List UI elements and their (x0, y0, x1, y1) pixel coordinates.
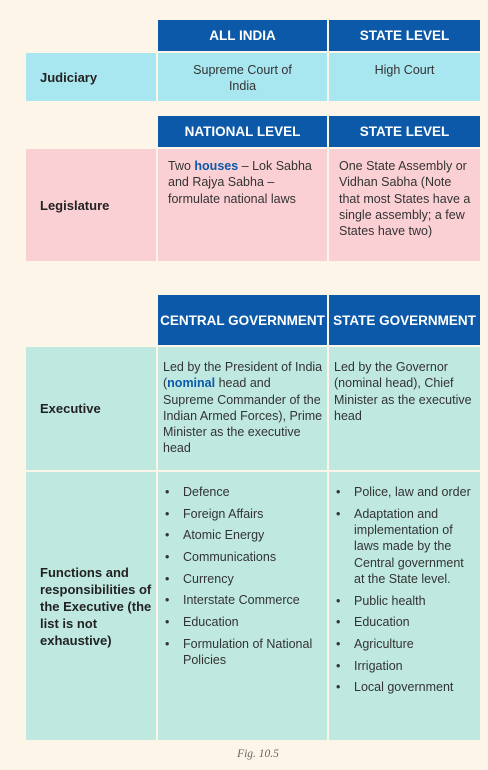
list-item: • Atomic Energy (163, 527, 321, 543)
row-label-functions: Functions and responsibilities of the Executive (the list is not exhaustive) (26, 472, 156, 740)
list-item: • Irrigation (334, 658, 474, 674)
figure-caption: Fig. 10.5 (237, 748, 279, 760)
list-item: • Defence (163, 484, 321, 500)
legislature-state-cell: One State Assembly or Vidhan Sabha (Note that most States have a single assembly; a few States have two) (329, 149, 480, 261)
list-item: • Formulation of National Policies (163, 636, 321, 669)
header-state-level-2: STATE LEVEL (329, 116, 480, 147)
state-functions-list (334, 484, 474, 696)
list-item: • Education (163, 614, 321, 630)
header-all-india: ALL INDIA (158, 20, 327, 51)
judiciary-state-cell: High Court (329, 53, 480, 101)
executive-state-cell: Led by the Governor (nominal head), Chief Minister as the executive head (329, 347, 480, 470)
list-item: • Interstate Commerce (163, 592, 321, 608)
judiciary-all-india-cell: Supreme Court of India (158, 53, 327, 101)
row-label-judiciary: Judiciary (26, 53, 156, 101)
functions-central-cell (158, 472, 327, 740)
list-item: • Police, law and order (334, 484, 474, 500)
list-item: • Adaptation and implementation of laws made by the Central government at the State level. (334, 506, 474, 587)
list-item: • Communications (163, 549, 321, 565)
list-item: • Local government (334, 679, 474, 695)
header-national-level: NATIONAL LEVEL (158, 116, 327, 147)
list-item: • Agriculture (334, 636, 474, 652)
header-state-government: STATE GOVERNMENT (329, 295, 480, 345)
functions-state-cell (329, 472, 480, 740)
list-item: • Foreign Affairs (163, 506, 321, 522)
list-item: • Public health (334, 593, 474, 609)
legislature-national-cell: Two houses – Lok Sabha and Rajya Sabha – formulate national laws (158, 149, 327, 261)
header-state-level: STATE LEVEL (329, 20, 480, 51)
highlight-nominal: nominal (167, 376, 216, 391)
list-item: • Currency (163, 571, 321, 587)
row-label-executive: Executive (26, 347, 156, 470)
header-central-government: CENTRAL GOVERNMENT (158, 295, 327, 345)
highlight-houses: houses (194, 159, 239, 173)
list-item: • Education (334, 614, 474, 630)
row-label-legislature: Legislature (26, 149, 156, 261)
executive-central-cell: Led by the President of India (nominal head and Supreme Commander of the Indian Armed Forces), Prime Minister as the executive head (158, 347, 327, 470)
central-functions-list (163, 484, 321, 668)
